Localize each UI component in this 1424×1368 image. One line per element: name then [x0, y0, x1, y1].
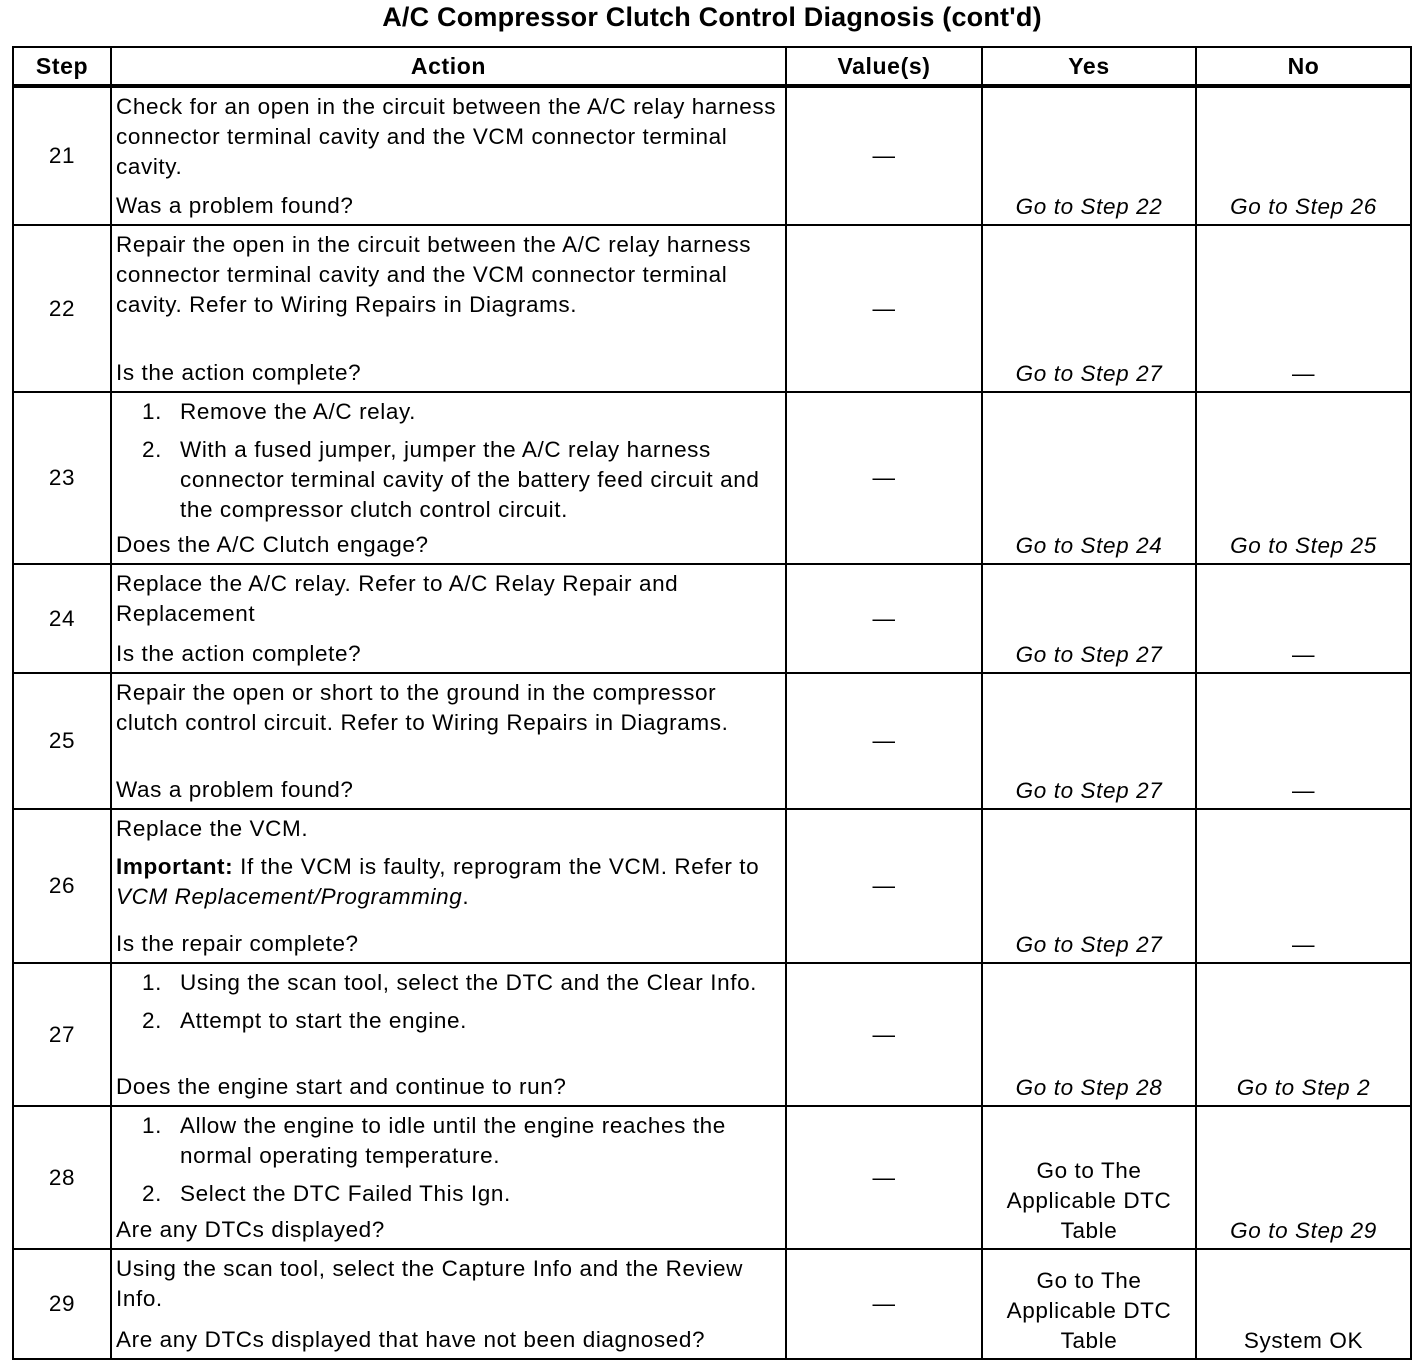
step-number: 23	[13, 392, 111, 564]
yes-cell: Go to Step 27	[982, 673, 1196, 809]
action-cell	[111, 1106, 786, 1249]
no-cell: —	[1196, 673, 1411, 809]
list-item: 1. Using the scan tool, select the DTC and the Clear Info.	[142, 970, 758, 995]
diagnosis-table	[12, 46, 1412, 1360]
no-cell: —	[1196, 809, 1411, 963]
action-cell	[111, 225, 786, 392]
yes-cell: Go to Step 22	[982, 86, 1196, 225]
no-cell: Go to Step 29	[1196, 1106, 1411, 1249]
step-number: 27	[13, 963, 111, 1106]
important-label: Important:	[116, 854, 234, 879]
important-note: Important: If the VCM is faulty, reprogram the VCM. Refer to VCM Replacement/Programming.	[116, 854, 760, 909]
no-cell: Go to Step 26	[1196, 86, 1411, 225]
action-text: Check for an open in the circuit between the A/C relay harness connector terminal cavity and the VCM connector terminal cavity.	[116, 94, 777, 179]
action-cell	[111, 963, 786, 1106]
list-item: 1. Remove the A/C relay.	[142, 399, 417, 424]
reference-link: VCM Replacement/Programming	[116, 884, 463, 909]
step-number: 25	[13, 673, 111, 809]
value-cell: —	[786, 225, 982, 392]
table-row-step-28	[13, 1106, 1411, 1249]
action-text: Repair the open or short to the ground in the compressor clutch control circuit. Refer to Wiring Repairs in Diagrams.	[116, 680, 729, 735]
action-steps-list	[116, 1111, 777, 1209]
no-cell: System OK	[1196, 1249, 1411, 1359]
no-cell: —	[1196, 564, 1411, 673]
table-row-step-26	[13, 809, 1411, 963]
no-cell: —	[1196, 225, 1411, 392]
header-yes: Yes	[982, 47, 1196, 86]
action-steps-list	[116, 968, 777, 1036]
yes-cell: Go to Step 27	[982, 809, 1196, 963]
action-cell	[111, 809, 786, 963]
step-number: 21	[13, 86, 111, 225]
table-row-step-27	[13, 963, 1411, 1106]
step-number: 26	[13, 809, 111, 963]
action-steps-list	[116, 397, 777, 525]
header-action: Action	[111, 47, 786, 86]
value-cell: —	[786, 963, 982, 1106]
value-cell: —	[786, 1249, 982, 1359]
list-item: 1. Allow the engine to idle until the engine reaches the normal operating temperature.	[142, 1113, 726, 1168]
yes-cell: Go to The Applicable DTC Table	[982, 1106, 1196, 1249]
list-item: 2. Attempt to start the engine.	[142, 1008, 467, 1033]
value-cell: —	[786, 809, 982, 963]
header-values: Value(s)	[786, 47, 982, 86]
header-no: No	[1196, 47, 1411, 86]
table-row-step-22	[13, 225, 1411, 392]
action-text: Replace the VCM.	[116, 816, 309, 841]
step-number: 29	[13, 1249, 111, 1359]
yes-cell: Go to Step 27	[982, 564, 1196, 673]
action-question: Was a problem found?	[116, 193, 354, 218]
table-row-step-21	[13, 86, 1411, 225]
table-row-step-29	[13, 1249, 1411, 1359]
list-item: 2. With a fused jumper, jumper the A/C relay harness connector terminal cavity of the battery feed circuit and the compressor clutch control circuit.	[142, 437, 760, 522]
table-row-step-24	[13, 564, 1411, 673]
yes-cell: Go to Step 27	[982, 225, 1196, 392]
step-number: 22	[13, 225, 111, 392]
action-cell	[111, 1249, 786, 1359]
step-number: 28	[13, 1106, 111, 1249]
action-text: Repair the open in the circuit between the A/C relay harness connector terminal cavity and the VCM connector terminal cavity. Refer to Wiring Repairs in Diagrams.	[116, 232, 752, 317]
value-cell: —	[786, 86, 982, 225]
action-question: Are any DTCs displayed?	[116, 1217, 385, 1242]
action-text: Using the scan tool, select the Capture Info and the Review Info.	[116, 1256, 743, 1311]
yes-cell: Go to Step 24	[982, 392, 1196, 564]
action-question: Does the engine start and continue to run?	[116, 1074, 567, 1099]
value-cell: —	[786, 1106, 982, 1249]
table-row-step-25	[13, 673, 1411, 809]
no-cell: Go to Step 2	[1196, 963, 1411, 1106]
table-header-row	[13, 47, 1411, 86]
action-text: Replace the A/C relay. Refer to A/C Relay Repair and Replacement	[116, 571, 679, 626]
no-cell: Go to Step 25	[1196, 392, 1411, 564]
value-cell: —	[786, 673, 982, 809]
action-question: Was a problem found?	[116, 777, 354, 802]
header-step: Step	[13, 47, 111, 86]
list-item: 2. Select the DTC Failed This Ign.	[142, 1181, 511, 1206]
action-question: Is the action complete?	[116, 641, 362, 666]
action-cell	[111, 564, 786, 673]
action-cell	[111, 86, 786, 225]
value-cell: —	[786, 392, 982, 564]
yes-cell: Go to The Applicable DTC Table	[982, 1249, 1196, 1359]
action-question: Is the repair complete?	[116, 931, 359, 956]
table-row-step-23	[13, 392, 1411, 564]
action-cell	[111, 673, 786, 809]
yes-cell: Go to Step 28	[982, 963, 1196, 1106]
value-cell: —	[786, 564, 982, 673]
action-question: Is the action complete?	[116, 360, 362, 385]
action-question: Does the A/C Clutch engage?	[116, 532, 429, 557]
step-number: 24	[13, 564, 111, 673]
action-cell	[111, 392, 786, 564]
action-question: Are any DTCs displayed that have not been diagnosed?	[116, 1327, 706, 1352]
page-title: A/C Compressor Clutch Control Diagnosis (cont'd)	[382, 2, 1042, 32]
